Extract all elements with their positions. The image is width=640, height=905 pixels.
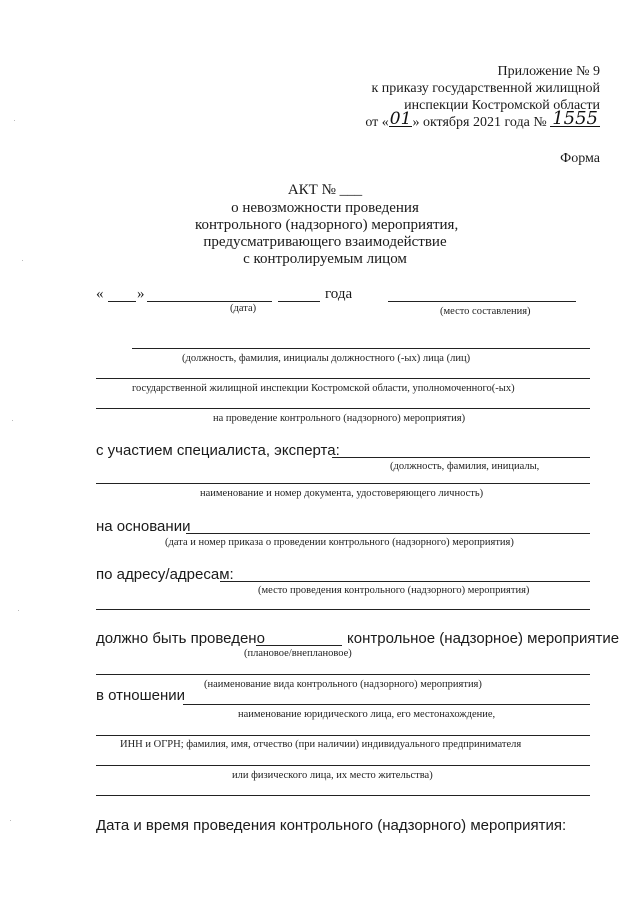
year-word: года: [325, 286, 353, 302]
entity-caption: наименование юридического лица, его местонахождение,: [238, 709, 496, 720]
basis-label: на основании: [96, 518, 191, 535]
address-field-2[interactable]: [96, 609, 590, 610]
specialist-field-2[interactable]: [96, 483, 590, 484]
date-day-field[interactable]: [108, 301, 136, 302]
scan-speck: [12, 420, 13, 421]
act-subtitle-2: контрольного (надзорного) мероприятия,: [195, 217, 459, 233]
regarding-field[interactable]: [183, 704, 590, 705]
specialist-field[interactable]: [332, 457, 590, 458]
appendix-line-order: к приказу государственной жилищной: [371, 81, 600, 96]
form-label: Форма: [560, 151, 600, 166]
address-label: по адресу/адресам:: [96, 566, 234, 583]
order-date-suffix: » октября 2021 года №: [412, 115, 547, 130]
date-open-quote: «: [96, 286, 104, 302]
date-close-quote: »: [137, 286, 145, 302]
act-title: АКТ № ___: [287, 182, 363, 198]
kind-caption: (наименование вида контрольного (надзорного) мероприятия): [204, 679, 482, 690]
date-month-field[interactable]: [147, 301, 272, 302]
scan-speck: [10, 820, 11, 821]
regarding-field-2[interactable]: [96, 735, 590, 736]
appendix-order-date: [365, 108, 600, 131]
handwritten-day: 01: [389, 109, 412, 129]
address-caption: (место проведения контрольного (надзорного) мероприятия): [258, 585, 530, 596]
official-field-2[interactable]: [96, 378, 590, 379]
appendix-line-inspection: инспекции Костромской области: [404, 98, 600, 113]
regarding-field-4[interactable]: [96, 795, 590, 796]
act-subtitle-1: о невозможности проведения: [231, 200, 419, 216]
plan-type-field[interactable]: [256, 645, 342, 646]
basis-field[interactable]: [186, 533, 590, 534]
official-field[interactable]: [132, 348, 590, 349]
basis-caption: (дата и номер приказа о проведении контрольного (надзорного) мероприятия): [165, 537, 514, 548]
inn-caption: ИНН и ОГРН; фамилия, имя, отчество (при наличии) индивидуального предпринимателя: [120, 739, 522, 750]
should-prefix: должно быть проведено: [96, 630, 265, 647]
order-date-prefix: от «: [365, 115, 389, 130]
scan-speck: [18, 610, 19, 611]
date-year-field[interactable]: [278, 301, 320, 302]
act-subtitle-3: предусматривающего взаимодействие: [203, 234, 447, 250]
place-field[interactable]: [388, 301, 576, 302]
event-caption: на проведение контрольного (надзорного) мероприятия): [213, 413, 466, 424]
date-caption: (дата): [230, 303, 257, 314]
scan-speck: [22, 260, 23, 261]
specialist-label: с участием специалиста, эксперта:: [96, 442, 340, 459]
specialist-caption: (должность, фамилия, инициалы,: [390, 461, 540, 472]
regarding-label: в отношении: [96, 687, 186, 704]
regarding-field-3[interactable]: [96, 765, 590, 766]
official-field-3[interactable]: [96, 408, 590, 409]
plan-caption: (плановое/внеплановое): [244, 648, 352, 659]
inspection-caption: государственной жилищной инспекции Костромской области, уполномоченного(-ых): [132, 383, 515, 394]
scan-speck: [14, 120, 15, 121]
appendix-title: Приложение № 9: [497, 64, 600, 79]
document-caption: наименование и номер документа, удостоверяющего личность): [200, 488, 484, 499]
handwritten-order-number: 1555: [552, 108, 598, 129]
datetime-label: Дата и время проведения контрольного (надзорного) мероприятия:: [96, 817, 567, 834]
event-kind-field[interactable]: [96, 674, 590, 675]
person-caption: или физического лица, их место жительства): [232, 770, 433, 781]
place-caption: (место составления): [440, 306, 531, 317]
address-field[interactable]: [220, 581, 590, 582]
act-subtitle-4: с контролируемым лицом: [243, 251, 407, 267]
official-caption: (должность, фамилия, инициалы должностного (-ых) лица (лиц): [182, 353, 471, 364]
should-suffix: контрольное (надзорное) мероприятие: [347, 630, 620, 647]
